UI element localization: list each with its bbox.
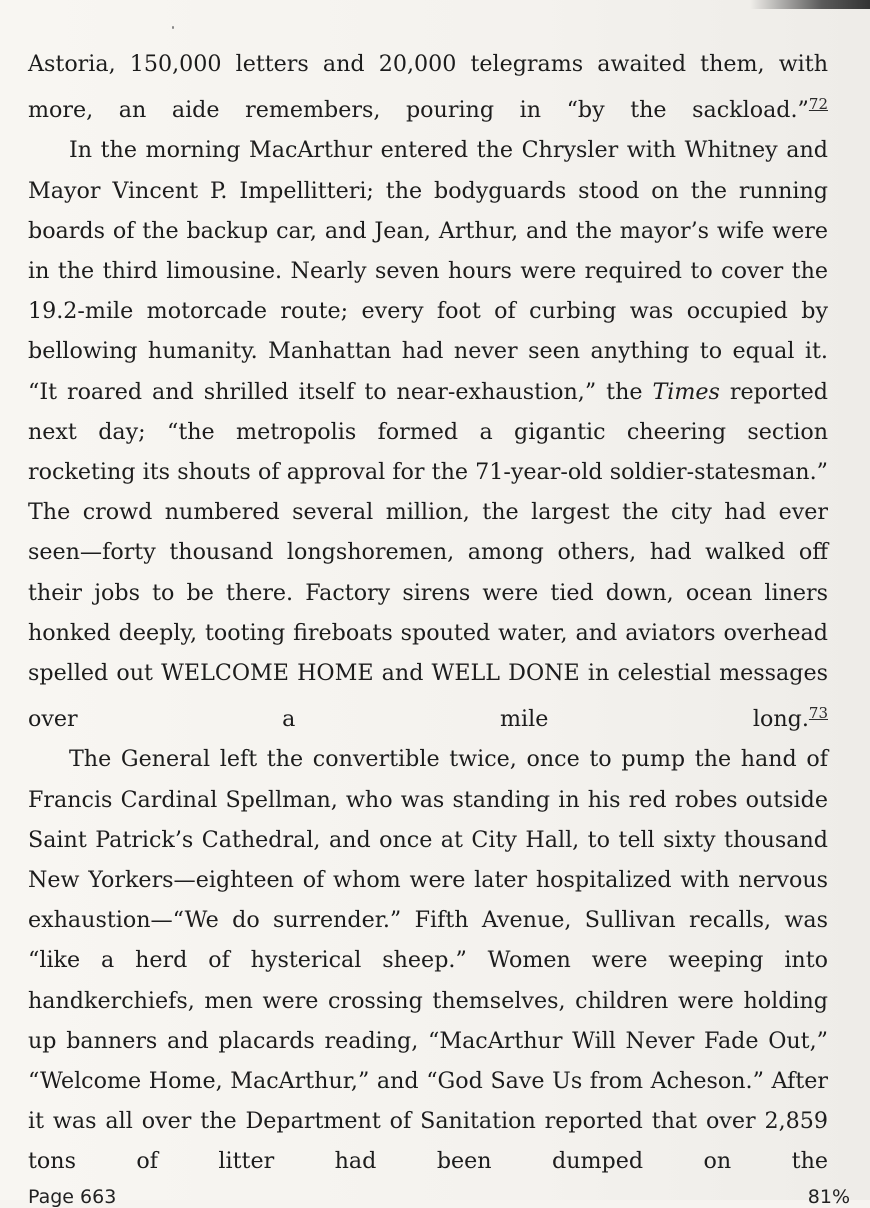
paper-speck [172,26,174,29]
paragraph-2-text-a: In the morning MacArthur entered the Chrysler with Whitney and Mayor Vincent P. Impellitteri; the bodyguards stood on the running boards of the backup car, and Jean, Arthur, and the mayor’s wife were in the third limousine. Nearly seven hours were required to cover the 19.2-mile motorcade route; every foot of curbing was occupied by bellowing humanity. Manhattan had never seen anything to equal it. “It roared and shrilled itself to near-exhaustion,” the [28,137,828,405]
page-edge-shadow [750,0,870,9]
reader-footer [28,1186,850,1206]
page-number: Page 663 [28,1186,117,1208]
paragraph-2-text-b: reported next day; “the metropolis formed a gigantic cheering section rocketing its shouts of approval for the 71-year-old soldier-statesman.” The crowd numbered several million, the largest the city had ever seen—forty thousand longshoremen, among others, had walked off their jobs to be there. Factory sirens were tied down, ocean liners honked deeply, tooting fireboats spouted water, and aviators overhead spelled out WELCOME HOME and WELL DONE in celestial messages over a mile long. [28,378,828,733]
footnote-link-73[interactable]: 73 [808,704,828,723]
footnote-link-72[interactable]: 72 [808,95,828,114]
body-text [28,44,828,1182]
paragraph-2 [28,130,828,739]
reading-progress: 81% [807,1186,850,1208]
paragraph-1-text: Astoria, 150,000 letters and 20,000 telegrams awaited them, with more, an aide remembers, pouring in “by the sackload.” [28,51,828,124]
paragraph-2-italic: Times [652,378,720,405]
paragraph-3 [28,739,828,1181]
paragraph-1 [28,44,828,130]
paragraph-3-text: The General left the convertible twice, once to pump the hand of Francis Cardinal Spellman, who was standing in his red robes outside Saint Patrick’s Cathedral, and once at City Hall, to tell sixty thousand New Yorkers—eighteen of whom were later hospitalized with nervous exhaustion—“We do surrender.” Fifth Avenue, Sullivan recalls, was “like a herd of hysterical sheep.” Women were weeping into handkerchiefs, men were crossing themselves, children were holding up banners and placards reading, “MacArthur Will Never Fade Out,” “Welcome Home, MacArthur,” and “God Save Us from Acheson.” After it was all over the Department of Sanitation reported that over 2,859 tons of litter had been dumped on the [28,746,828,1175]
